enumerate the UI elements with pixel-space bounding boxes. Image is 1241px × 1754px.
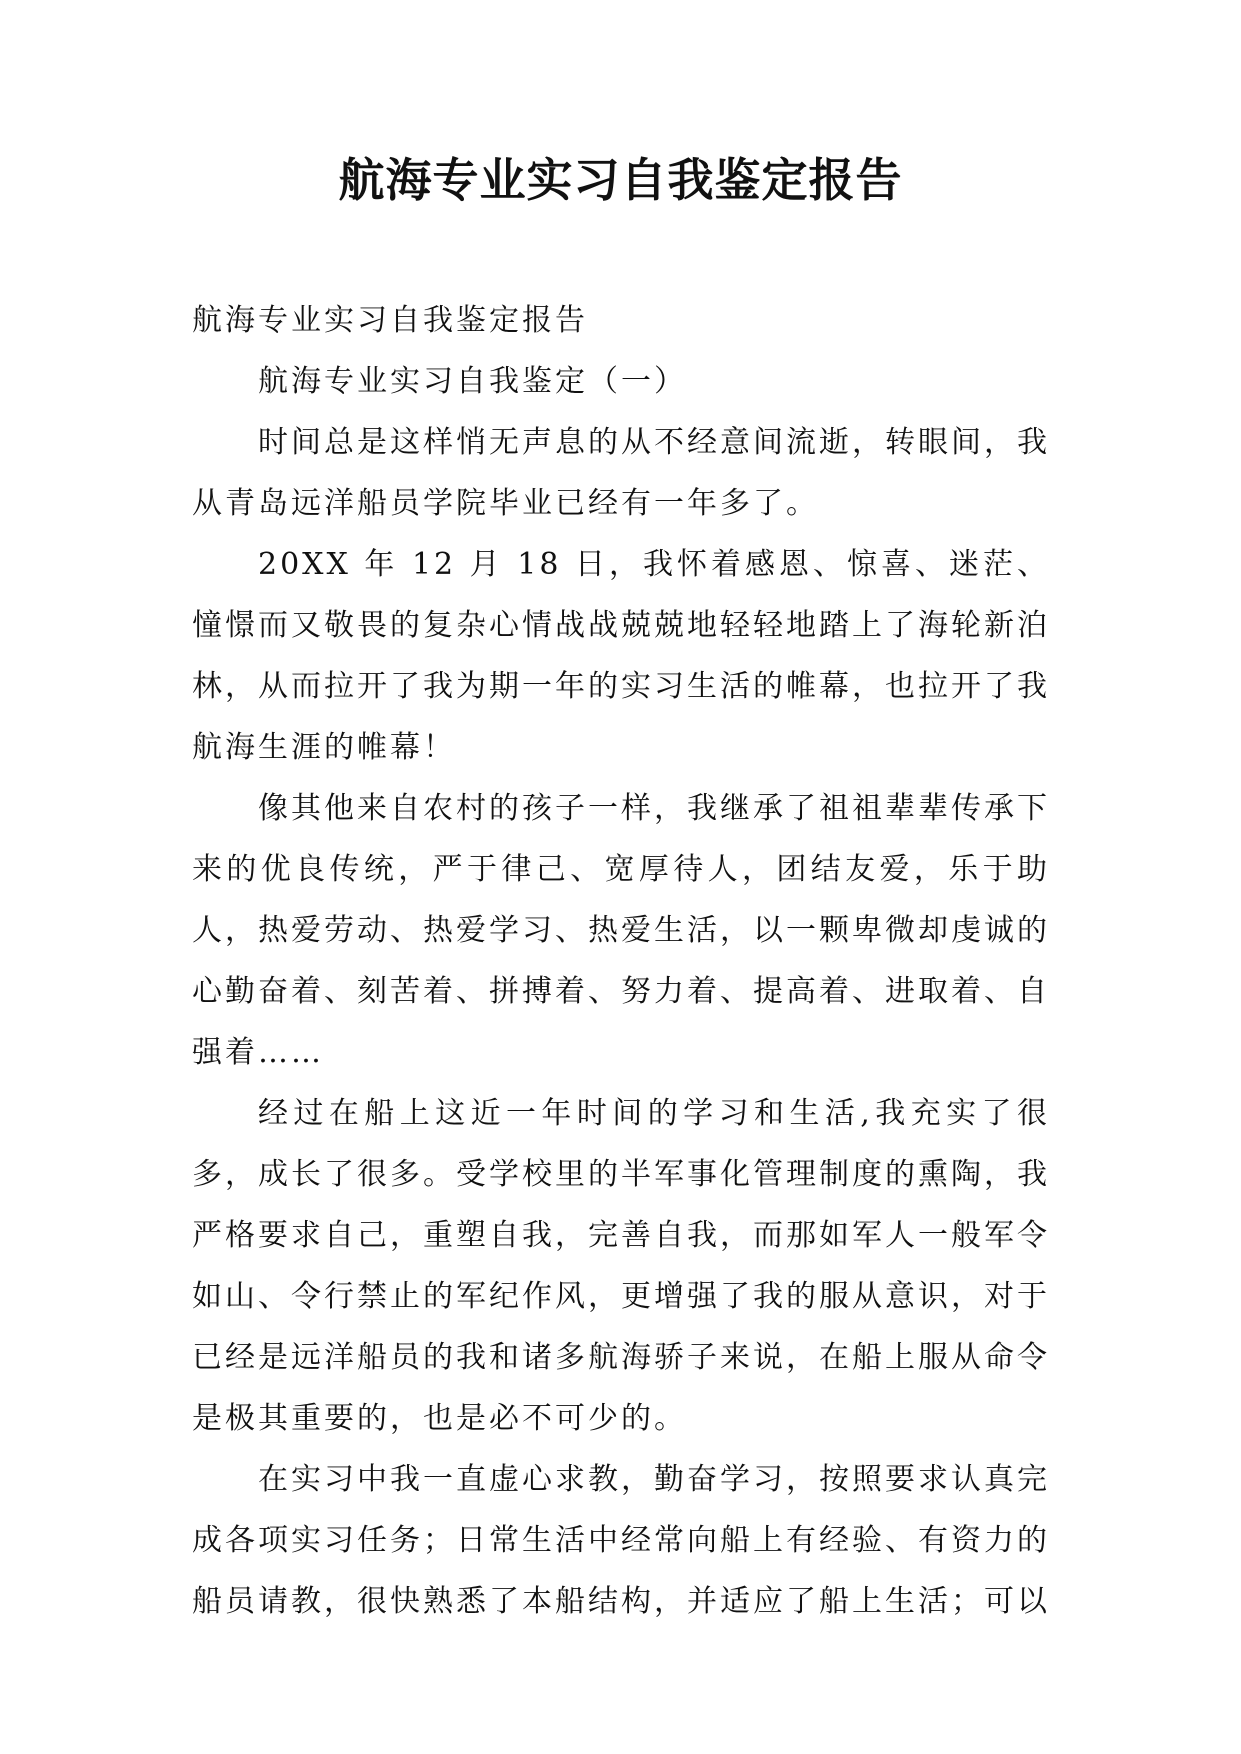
paragraph: 在实习中我一直虚心求教，勤奋学习，按照要求认真完成各项实习任务；日常生活中经常向船上有经验、有资力的船员请教，很快熟悉了本船结构，并适应了船上生活；可以 (192, 1462, 1050, 1619)
paragraph: 20XX 年 12 月 18 日，我怀着感恩、惊喜、迷茫、憧憬而又敬畏的复杂心情战战兢兢地轻轻地踏上了海轮新泊林，从而拉开了我为期一年的实习生活的帷幕，也拉开了我航海生涯的帷幕！ (192, 547, 1050, 765)
paragraph-heading: 航海专业实习自我鉴定报告 (192, 303, 588, 338)
paragraph: 时间总是这样悄无声息的从不经意间流逝，转眼间，我从青岛远洋船员学院毕业已经有一年多了。 (192, 425, 1050, 521)
paragraph: 经过在船上这近一年时间的学习和生活,我充实了很多，成长了很多。受学校里的半军事化管理制度的熏陶，我严格要求自己，重塑自我，完善自我，而那如军人一般军令如山、令行禁止的军纪作风，更增强了我的服从意识，对于已经是远洋船员的我和诸多航海骄子来说，在船上服从命令是极其重要的，也是必不可少的。 (192, 1096, 1050, 1436)
paragraph: 像其他来自农村的孩子一样，我继承了祖祖辈辈传承下来的优良传统，严于律己、宽厚待人，团结友爱，乐于助人，热爱劳动、热爱学习、热爱生活，以一颗卑微却虔诚的心勤奋着、刻苦着、拼搏着、努力着、提高着、进取着、自强着…… (192, 791, 1050, 1070)
document-title: 航海专业实习自我鉴定报告 (338, 153, 903, 207)
document-body (192, 290, 1050, 1632)
paragraph-section-title: 航海专业实习自我鉴定（一） (258, 364, 687, 399)
